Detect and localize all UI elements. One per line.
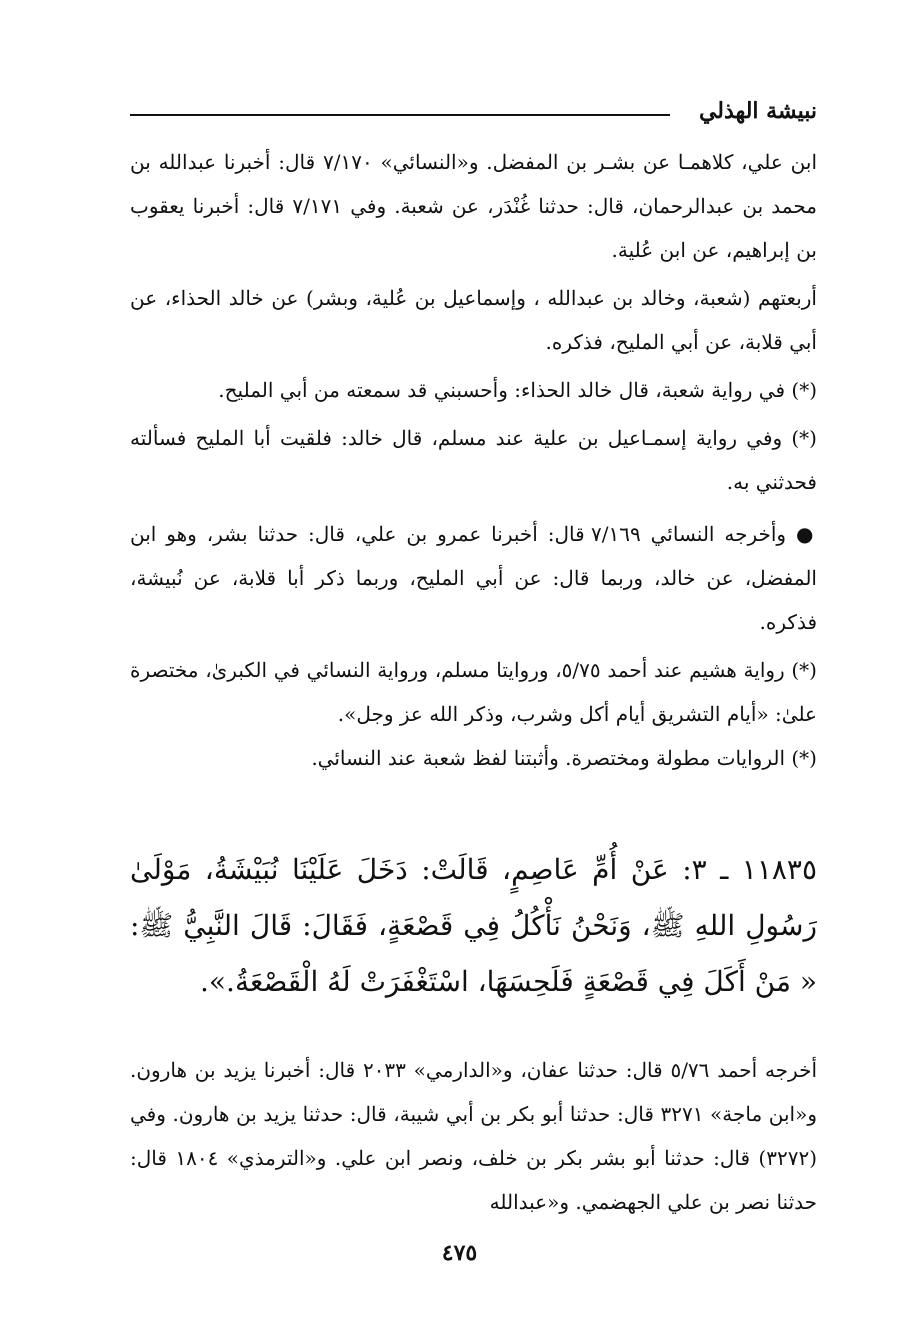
paragraph-takhrij: أخرجه أحمد ٥/٧٦ قال: حدثنا عفان، و«الدارمي» ٢٠٣٣ قال: أخبرنا يزيد بن هارون. و«ابن ماجة» ٣٢٧١ قال: حدثنا أبو بكر بن أبي شيبة، قال: حدثنا يزيد بن هارون. وفي (٣٢٧٢) قال: حدثنا أبو بشر بكر بن خلف، ونصر ابن علي. و«الترمذي» ١٨٠٤ قال: حدثنا نصر بن علي الجهضمي. و«عبدالله [130,1058,818,1214]
note-riwayat: (*) الروايات مطولة ومختصرة. وأثبتنا لفظ شعبة عند النسائي. [311,746,817,770]
hadith-text: ١١٨٣٥ ـ ٣: عَنْ أُمِّ عَاصِمٍ، قَالَتْ: دَخَلَ عَلَيْنَا نُبَيْشَةُ، مَوْلَىٰ رَسُولِ اللهِ ﷺ، وَنَحْنُ نَأْكُلُ فِي قَصْعَةٍ، فَقَالَ: قَالَ النَّبِيُّ ﷺ: « مَنْ أَكَلَ فِي قَصْعَةٍ فَلَحِسَهَا، اسْتَغْفَرَتْ لَهُ الْقَصْعَةُ.». [130,853,817,998]
paragraph-nasai: ● وأخرجه النسائي ٧/١٦٩ قال: أخبرنا عمرو بن علي، قال: حدثنا بشر، وهو ابن المفضل، عن خالد، وربما قال: عن أبي المليح، وربما ذكر أبا قلابة، عن نُبيشة، فذكره. [130,522,817,634]
header-rule [130,114,670,116]
page-body [130,140,817,1224]
running-header [130,92,817,132]
note-ismail: (*) وفي رواية إسمـاعيل بن علية عند مسلم، قال خالد: فلقيت أبا المليح فسألته فحدثني به. [130,426,817,494]
note-shuba: (*) في رواية شعبة، قال خالد الحذاء: وأحسبني قد سمعته من أبي المليح. [218,378,817,402]
note-hushaym: (*) رواية هشيم عند أحمد ٥/٧٥، وروايتا مسلم، ورواية النسائي في الكبرىٰ، مختصرة علىٰ: «أيام التشريق أيام أكل وشرب، وذكر الله عز وجل». [130,658,817,726]
page-number: ٤٧٥ [441,1240,478,1266]
header-title: نبيشة الهذلي [698,98,817,124]
paragraph-continuation: ابن علي، كلاهمـا عن بشـر بن المفضل. و«النسائي» ٧/١٧٠ قال: أخبرنا عبدالله بن محمد بن عبدالرحمان، قال: حدثنا غُنْدَر، عن شعبة. وفي ٧/١٧١ قال: أخبرنا يعقوب بن إبراهيم، عن ابن عُلية. [130,150,817,262]
paragraph-summary: أربعتهم (شعبة، وخالد بن عبدالله ، وإسماعيل بن عُلية، وبشر) عن خالد الحذاء، عن أبي قلابة، عن أبي المليح، فذكره. [130,286,817,354]
